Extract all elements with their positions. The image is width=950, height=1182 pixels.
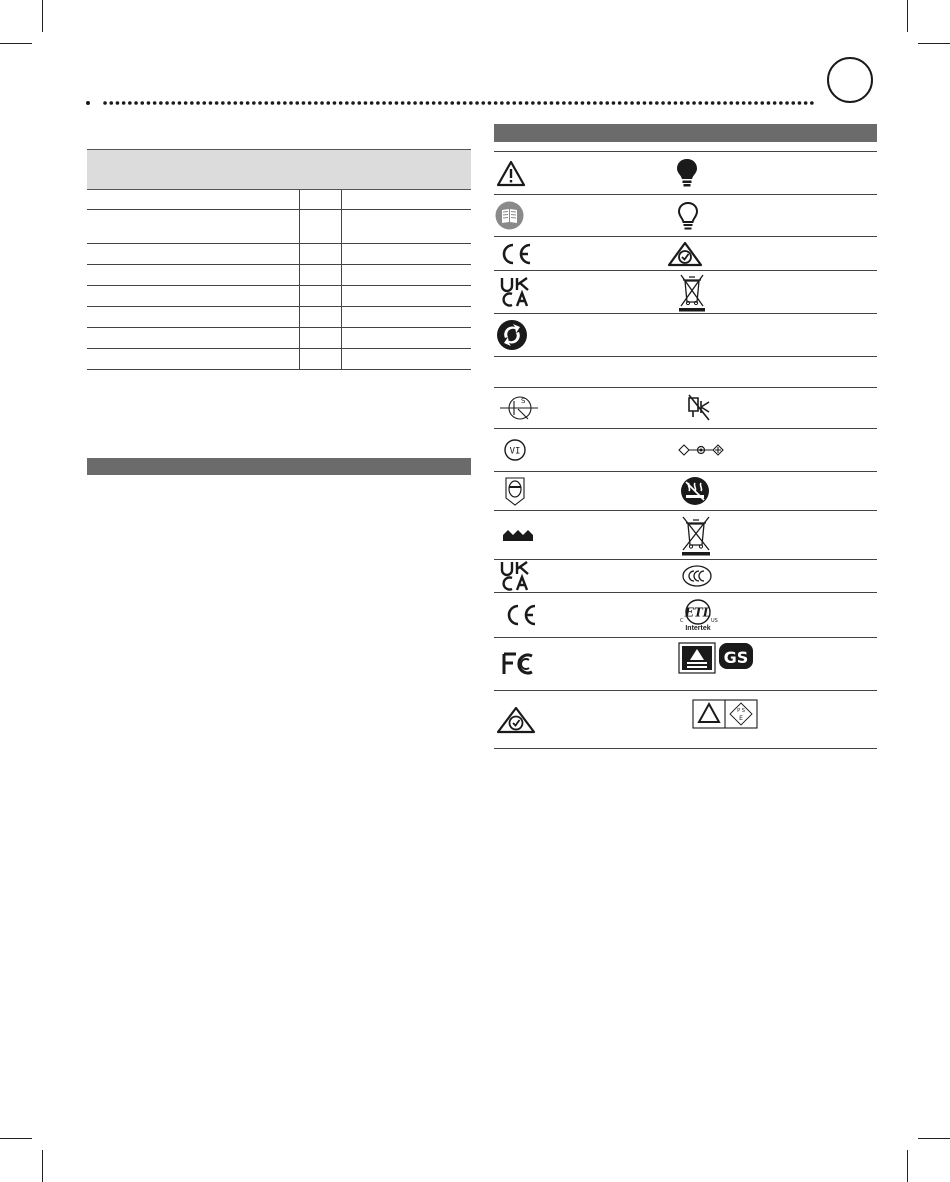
- face-protection-icon: [504, 476, 526, 506]
- table-header: [87, 149, 471, 190]
- weee-bin-icon: [680, 514, 712, 556]
- separable-power-unit-icon: [684, 393, 716, 423]
- table-row: [87, 349, 471, 370]
- symbol-row: [494, 195, 877, 237]
- svg-text:P S: P S: [737, 708, 745, 714]
- bulb-filled-icon: [676, 158, 698, 188]
- rcm-mark-icon: [496, 706, 536, 734]
- ccc-mark-icon: [682, 565, 712, 587]
- vi-label: VI: [509, 446, 521, 457]
- rcm-mark-icon: [667, 241, 703, 267]
- crop-mark: [42, 0, 43, 32]
- symbol-row: [494, 560, 877, 593]
- crop-mark: [907, 1150, 908, 1182]
- tuv-gs-mark-icon: [678, 642, 758, 676]
- symbol-row: [494, 511, 877, 560]
- svg-text:GS: GS: [723, 648, 749, 667]
- svg-text:S: S: [521, 397, 526, 405]
- hot-surface-icon: [680, 476, 710, 506]
- efficiency-level-vi-icon: [504, 439, 526, 461]
- ukca-mark-icon: [500, 561, 532, 591]
- symbol-row: [494, 429, 877, 472]
- intertek-label: Intertek: [685, 625, 711, 632]
- manufacturer-icon: [502, 528, 534, 542]
- symbol-row: [494, 638, 877, 691]
- warning-triangle-icon: [496, 160, 526, 187]
- crop-mark: [918, 1138, 950, 1139]
- table-row: [87, 210, 471, 244]
- symbol-row: [494, 388, 877, 429]
- symbols-table: [494, 143, 877, 749]
- crop-mark: [918, 43, 950, 44]
- symbols-header-bar: [494, 124, 877, 142]
- crop-mark: [42, 1150, 43, 1182]
- crop-mark: [907, 0, 908, 32]
- ukca-mark-icon: [500, 277, 532, 307]
- symbol-row: [494, 152, 877, 195]
- symbol-row: [494, 691, 877, 749]
- green-dot-icon: [496, 319, 528, 351]
- specification-table: [87, 149, 471, 370]
- symbol-row: [494, 472, 877, 511]
- symbol-row: [494, 593, 877, 638]
- table-row: [87, 307, 471, 328]
- symbol-row: [494, 357, 877, 388]
- tuv-pse-mark-icon: [692, 699, 758, 729]
- svg-text:C: C: [680, 618, 684, 624]
- section-header-bar: [87, 458, 471, 475]
- symbol-row: [494, 271, 877, 314]
- table-row: [87, 265, 471, 286]
- svg-text:ETL: ETL: [684, 605, 712, 620]
- symbol-row: [494, 237, 877, 271]
- page-number-circle: [827, 57, 873, 103]
- header-dotted-rule: [85, 100, 817, 106]
- symbol-row: [494, 314, 877, 357]
- crop-mark: [0, 1138, 32, 1139]
- table-row: [87, 286, 471, 307]
- fcc-mark-icon: [502, 652, 536, 676]
- table-row: [87, 190, 471, 210]
- manual-book-icon: [495, 201, 524, 230]
- bulb-outline-icon: [677, 201, 699, 231]
- crop-mark: [0, 43, 32, 44]
- svg-text:E: E: [739, 715, 743, 722]
- ce-mark-icon: [499, 242, 533, 266]
- polarity-icon: [678, 442, 724, 458]
- etl-intertek-icon: [678, 598, 718, 632]
- table-row: [87, 244, 471, 265]
- table-row: [87, 328, 471, 349]
- ce-mark-icon: [504, 603, 538, 627]
- svg-text:US: US: [711, 618, 718, 624]
- weee-bin-icon: [678, 272, 706, 312]
- safety-transformer-icon: [498, 391, 540, 425]
